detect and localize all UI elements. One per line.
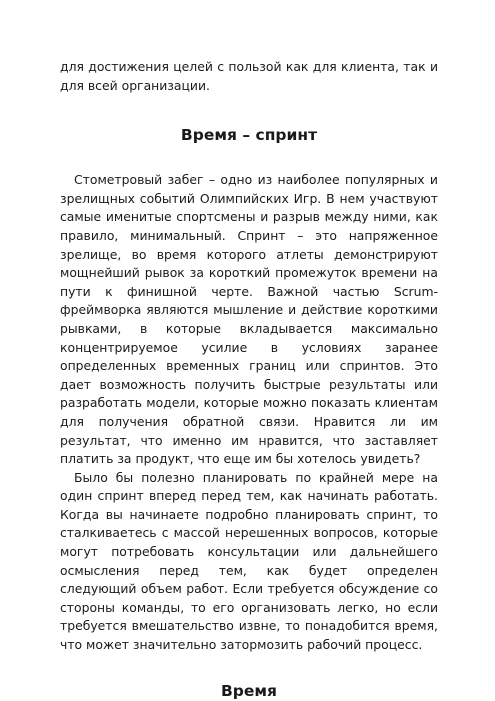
paragraph-sprint-1: Стометровый забег – одно из наиболее популярных и зрелищных событий Олимпийских Игр. В нем участвуют самые именитые спортсмены и разрыв между ними, как правило, минимальный. Спринт – это напряженное зрелище, во время которого атлеты демонстрируют мощнейший рывок за короткий промежуток времени на пути к финишной черте. Важной частью Scrum-фреймворка являются мышление и действие короткими рывками, в которые вкладывается максимально концентрируемое усилие в условиях заранее определенных временных границ или спринтов. Это дает возможность получить быстрые результаты или разработать модели, которые можно показать клиентам для получения обратной связи. Нравится ли им результат, что именно им нравится, что заставляет платить за продукт, что еще им бы хотелось увидеть? (60, 172, 438, 467)
section-heading-sprint: Время – спринт (180, 126, 318, 145)
section-heading-time: Время (220, 681, 278, 700)
paragraph-sprint-2: Было бы полезно планировать по крайней мере на один спринт вперед перед тем, как начинать работать. Когда вы начинаете подробно планировать спринт, то сталкиваетесь с массой нерешенных вопросов, которые могут потребовать консультации или дальнейшего осмысления перед тем, как будет определен следующий объем работ. Если требуется обсуждение со стороны команды, то его организовать легко, но если требуется вмешательство извне, то понадобится время, что может значительно затормозить рабочий процесс. (60, 469, 438, 653)
document-page (60, 58, 438, 701)
intro-paragraph: для достижения целей с пользой как для клиента, так и для всей организации. (60, 59, 438, 93)
